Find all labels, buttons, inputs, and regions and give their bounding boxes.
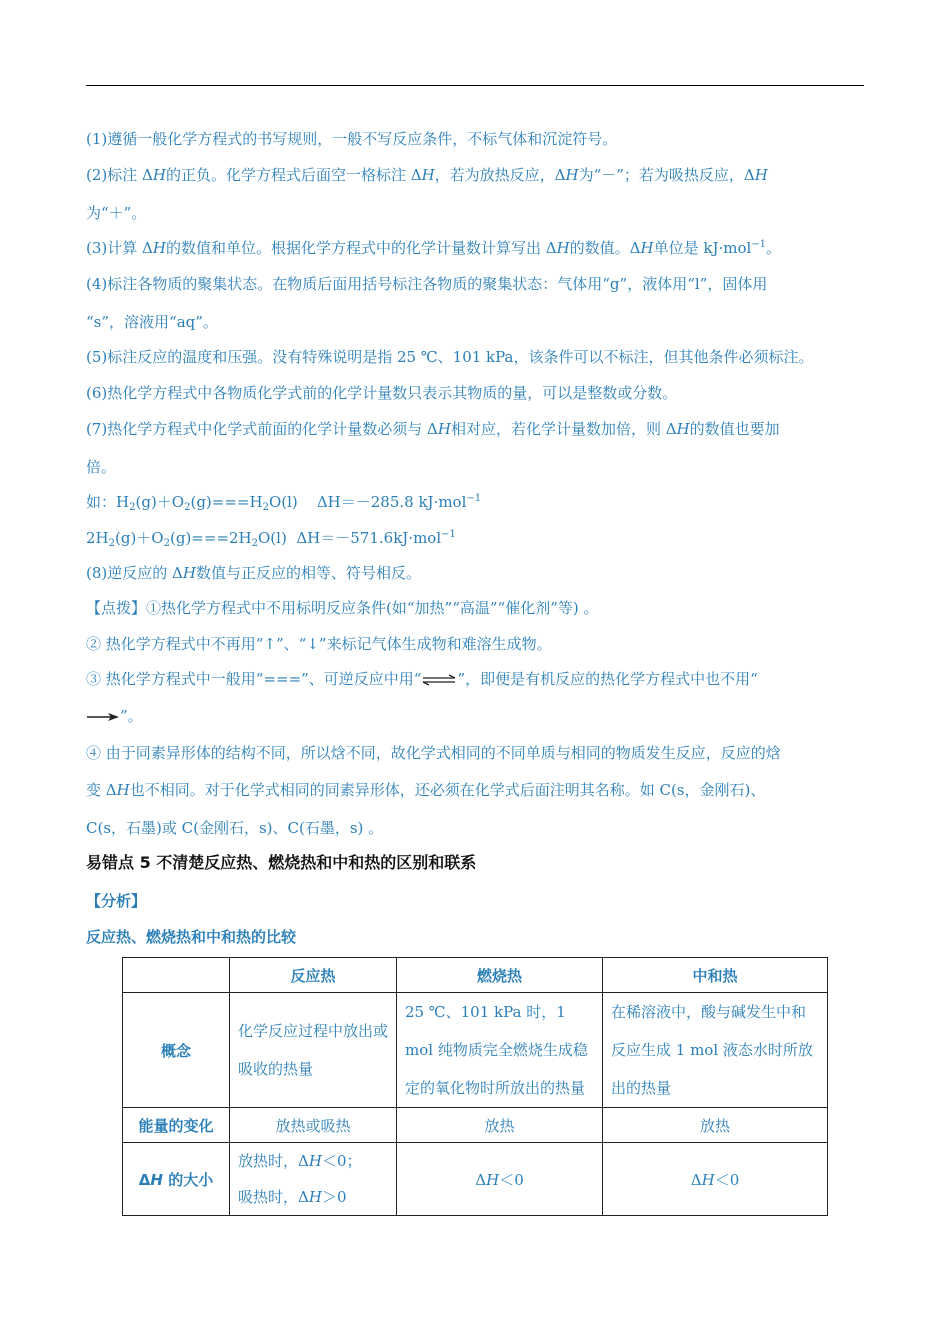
table-cell: 放热时，ΔH＜0； 吸热时，ΔH＞0 xyxy=(230,1143,397,1216)
table-cell: ΔH＜0 xyxy=(397,1143,603,1216)
rule-5: (5)标注反应的温度和压强。没有特殊说明是指 25 ℃、101 kPa，该条件可以不标注，但其他条件必须标注。 xyxy=(86,348,814,366)
table-header-empty xyxy=(123,958,230,993)
table-title: 反应热、燃烧热和中和热的比较 xyxy=(86,928,297,946)
table-row xyxy=(123,1143,828,1216)
tip-4-cont-2: C(s，石墨)或 C(金刚石，s)、C(石墨，s) 。 xyxy=(86,819,384,837)
table-header-cell: 中和热 xyxy=(603,958,828,993)
rule-1: (1)遵循一般化学方程式的书写规则，一般不写反应条件，不标气体和沉淀符号。 xyxy=(86,130,618,148)
analysis-label: 【分析】 xyxy=(86,892,147,910)
table-header-row xyxy=(123,958,828,993)
tip-2: ② 热化学方程式中不再用“↑”、“↓”来标记气体生成物和难溶生成物。 xyxy=(86,635,552,653)
tip-4-cont: 变 ΔH也不相同。对于化学式相同的同素异形体，还必须在化学式后面注明其名称。如 C(s，金刚石)、 xyxy=(86,781,766,799)
tip-1: 【点拨】①热化学方程式中不用标明反应条件(如“加热”“高温”“催化剂”等) 。 xyxy=(86,599,599,617)
row-head-energy: 能量的变化 xyxy=(123,1108,230,1143)
example-equation-2: $2H_2(g)+O_2(g)===2H_2O(l)$ ΔH＝－571.6kJ·mol$^{-1}$ xyxy=(86,529,456,549)
table-cell: 在稀溶液中，酸与碱发生中和反应生成 1 mol 液态水时所放出的热量 xyxy=(603,993,828,1108)
rule-4-cont: “s”，溶液用“aq”。 xyxy=(86,313,218,331)
table-row xyxy=(123,993,828,1108)
table-cell: 放热 xyxy=(397,1108,603,1143)
tip-4: ④ 由于同素异形体的结构不同，所以焓不同，故化学式相同的不同单质与相同的物质发生反应，反应的焓 xyxy=(86,744,781,762)
rule-6: (6)热化学方程式中各物质化学式前的化学计量数只表示其物质的量，可以是整数或分数。 xyxy=(86,384,678,402)
tip-3: ③ 热化学方程式中一般用“===”、可逆反应中用“ ”，即便是有机反应的热化学方程式中也不用“ xyxy=(86,670,758,688)
rule-2: (2)标注 ΔH的正负。化学方程式后面空一格标注 ΔH，若为放热反应，ΔH为“－”；若为吸热反应，ΔH xyxy=(86,166,768,184)
forward-arrow-icon xyxy=(86,711,120,723)
rule-2-cont: 为“＋”。 xyxy=(86,204,147,222)
table-cell: ΔH＜0 xyxy=(603,1143,828,1216)
table-row xyxy=(123,1108,828,1143)
comparison-table xyxy=(122,957,828,1216)
table-header-cell: 反应热 xyxy=(230,958,397,993)
row-head-dh: ΔH 的大小 xyxy=(123,1143,230,1216)
table-cell: 放热或吸热 xyxy=(230,1108,397,1143)
rule-7: (7)热化学方程式中化学式前面的化学计量数必须与 ΔH相对应，若化学计量数加倍，则 ΔH的数值也要加 xyxy=(86,420,780,438)
reversible-arrow-icon xyxy=(421,674,457,686)
rule-3: (3)计算 ΔH的数值和单位。根据化学方程式中的化学计量数计算写出 ΔH的数值。ΔH单位是 kJ·mol$^{-1}$。 xyxy=(86,239,782,257)
table-cell: 放热 xyxy=(603,1108,828,1143)
example-equation-1: 如：$H_2(g)+O_2(g)===H_2O(l)$ ΔH＝－285.8 kJ·mol$^{-1}$ xyxy=(86,493,482,513)
rule-7-cont: 倍。 xyxy=(86,458,117,476)
table-cell: 化学反应过程中放出或吸收的热量 xyxy=(230,993,397,1108)
rule-4: (4)标注各物质的聚集状态。在物质后面用括号标注各物质的聚集状态：气体用“g”，液体用“l”，固体用 xyxy=(86,275,768,293)
table-header-cell: 燃烧热 xyxy=(397,958,603,993)
table-cell: 25 ℃、101 kPa 时，1 mol 纯物质完全燃烧生成稳定的氧化物时所放出的热量 xyxy=(397,993,603,1108)
row-head-concept: 概念 xyxy=(123,993,230,1108)
section-heading: 易错点 5 不清楚反应热、燃烧热和中和热的区别和联系 xyxy=(86,853,477,872)
rule-8: (8)逆反应的 ΔH数值与正反应的相等、符号相反。 xyxy=(86,564,421,582)
tip-3-cont: ”。 xyxy=(86,706,143,726)
header-rule xyxy=(86,85,864,86)
